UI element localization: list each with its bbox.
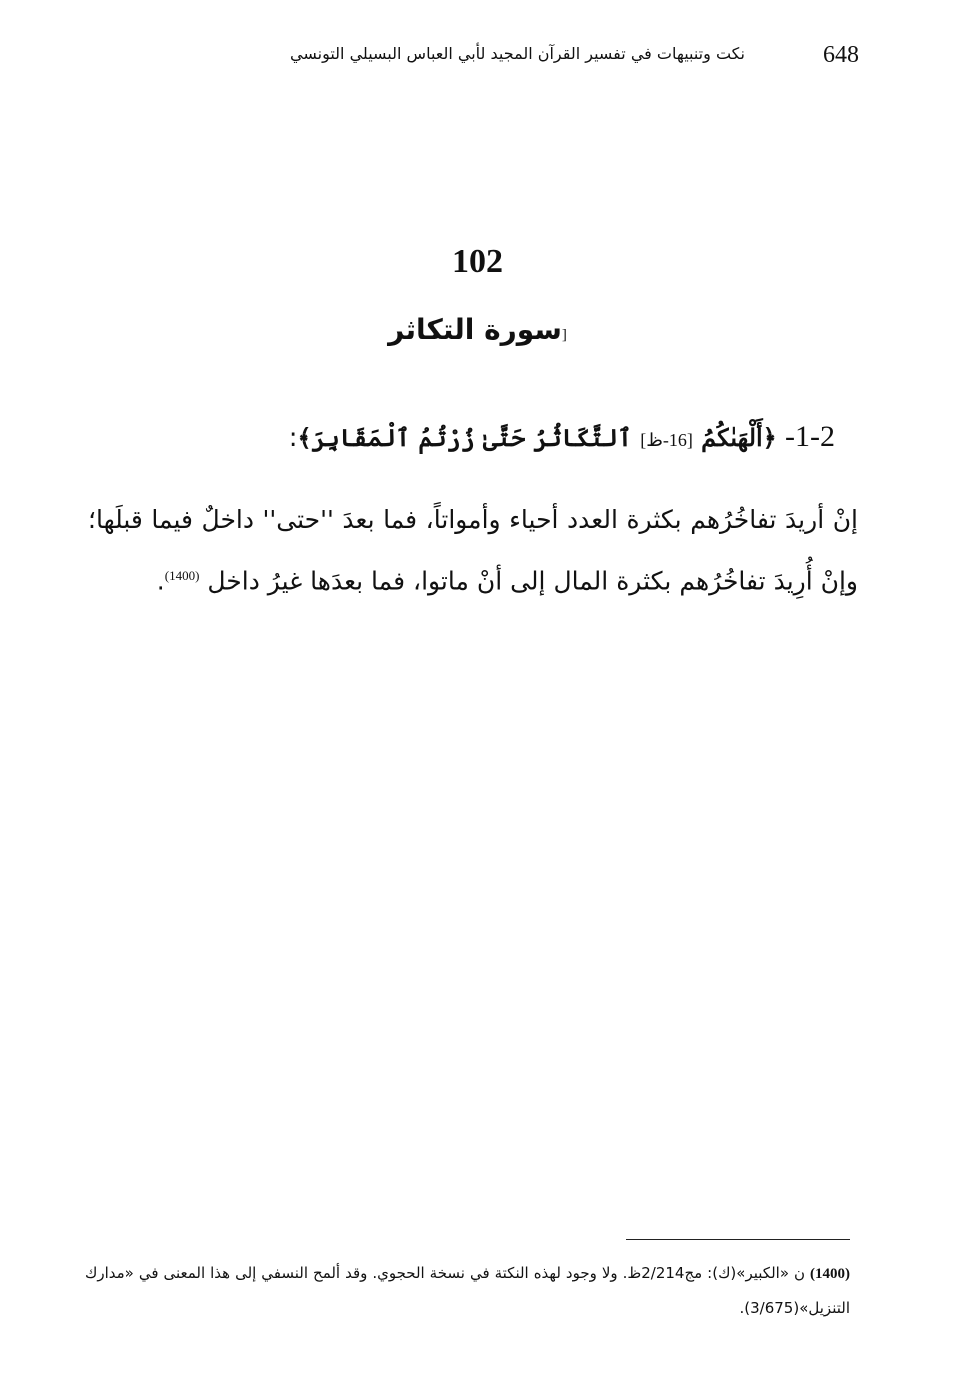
folio-marker: [16-ظ] [640, 430, 693, 450]
verse-heading [215, 420, 835, 454]
sura-title-bracket: [ [561, 327, 567, 343]
commentary-paragraph [88, 492, 858, 609]
end-mark: . [156, 566, 165, 596]
sura-number: 102 [452, 243, 503, 280]
page-header [290, 38, 865, 78]
quran-text-part2: ٱلتَّكَاثُرُ حَتَّىٰ زُرْتُمُ ٱلْمَقَابِرَ﴾ [297, 423, 632, 452]
commentary-text: إنْ أريدَ تفاخُرُهم بكثرة العدد أحياء وأمواتاً، فما بعدَ ''حتى'' داخلٌ فيما قبلَها؛ وإنْ أُرِيدَ تفاخُرُهم بكثرة المال إلى أنْ ماتوا، فما بعدَها غيرُ داخل [88, 505, 858, 596]
quran-text-part1: ﴿أَلْهَىٰكُمُ [701, 423, 777, 452]
footnote-number: (1400) [809, 1266, 850, 1282]
running-title: نكت وتنبيهات في تفسير القرآن المجيد لأبي العباس البسيلي التونسي [290, 44, 745, 63]
verse-reference: 1-2- [785, 420, 835, 453]
sura-title: سورة التكاثر [388, 313, 562, 346]
footnote-text: ن «الكبير»(ك): مج2/214ظ. ولا وجود لهذه النكتة في نسخة الحجوي. وقد ألمح النسفي إلى هذا المعنى في «مدارك التنزيل»(3/675). [85, 1264, 850, 1317]
footnote-divider [626, 1239, 850, 1240]
footnote-reference[interactable]: (1400) [164, 568, 200, 583]
sura-title-line [0, 313, 955, 346]
footnote [85, 1256, 850, 1325]
page-number: 648 [823, 42, 859, 68]
verse-colon: : [288, 423, 298, 453]
